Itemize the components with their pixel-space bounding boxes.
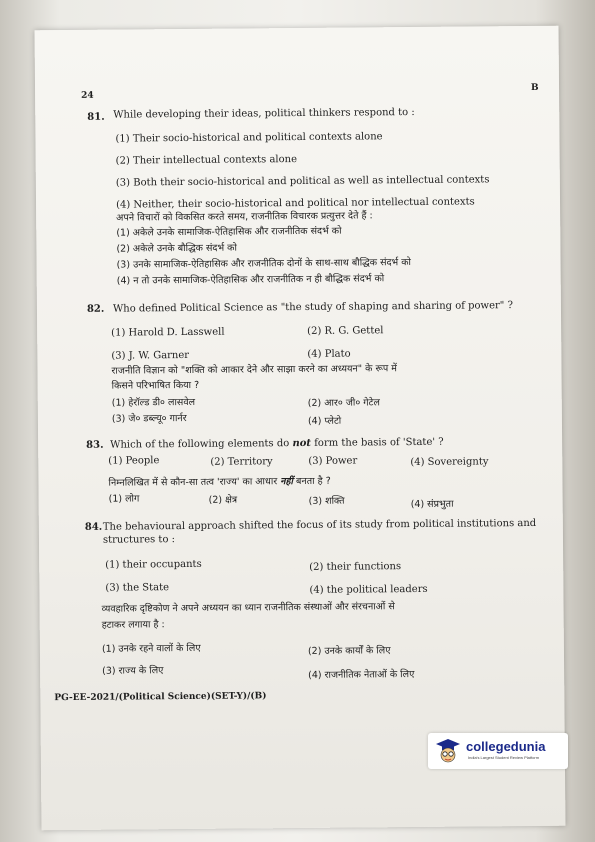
brand-name: collegedunia [466,739,546,754]
option-hi-4: (4) प्लेटो [307,415,342,427]
question-number: 82. [86,303,105,315]
option-hi-1: (1) उनके रहने वालों के लिए [101,642,201,655]
question-stem-hi-line1: राजनीति विज्ञान को "शक्ति को आकार देने और साझा करने का अध्ययन" के रूप में [111,363,397,377]
option-hi-4: (4) राजनीतिक नेताओं के लिए [308,669,415,681]
collegedunia-watermark [428,733,568,769]
brand-tagline: India's Largest Student Review Platform [468,755,540,760]
booklet-series: B [530,82,539,93]
option-hi-1: (1) लोग [108,493,140,505]
question-stem-hi-line2: किसने परिभाषित किया ? [111,379,200,392]
question-stem-en: Who defined Political Science as "the study of shaping and sharing of power" ? [112,300,513,315]
question-number: 83. [86,439,104,451]
option-hi-2: (2) आर० जी० गेटेल [307,397,380,409]
option-hi-1: (1) अकेले उनके सामाजिक-ऐतिहासिक और राजनीतिक संदर्भ को [116,225,342,239]
option-en-4: (4) Neither, their socio-historical and political nor intellectual contexts [115,196,475,211]
option-hi-2: (2) क्षेत्र [208,494,238,506]
question-number: 84. [84,521,103,533]
option-en-4: (4) Plato [307,348,351,360]
option-hi-1: (1) हेरॉल्ड डी० लासवेल [111,396,196,409]
question-stem-en-line2: structures to : [102,534,176,546]
option-hi-4: (4) न तो उनके सामाजिक-ऐतिहासिक और राजनीतिक न ही बौद्धिक संदर्भ को [116,273,385,287]
option-en-2: (2) R. G. Gettel [307,325,384,337]
emphasis-not: not [292,437,312,450]
option-hi-3: (3) जे० डब्ल्यू० गार्नर [111,412,187,425]
option-en-2: (2) Territory [210,456,273,468]
option-en-3: (3) Both their socio-historical and political as well as intellectual contexts [115,174,490,189]
option-en-3: (3) Power [308,455,358,467]
question-number: 81. [87,111,105,123]
option-en-4: (4) Sovereignty [410,456,489,469]
mascot-icon [434,737,462,765]
question-stem-en: While developing their ideas, political thinkers respond to : [113,106,415,121]
option-hi-3: (3) शक्ति [308,495,345,507]
option-en-1: (1) People [108,455,160,467]
question-stem-en: Which of the following elements do not form the basis of 'State' ? [110,436,444,451]
option-en-2: (2) Their intellectual contexts alone [115,154,298,167]
question-stem-hi: निम्नलिखित में से कौन-सा तत्व 'राज्य' का आधार नहीं बनता है ? [108,475,331,489]
option-en-4: (4) the political leaders [309,583,428,596]
option-en-3: (3) the State [105,582,170,594]
question-stem-hi-line1: व्यवहारिक दृष्टिकोण ने अपने अध्ययन का ध्यान राजनीतिक संस्थाओं और संरचनाओं से [101,601,395,615]
question-stem-en-line1: The behavioural approach shifted the focus of its study from political institutions and [102,517,537,533]
exam-page [35,26,566,831]
option-en-1: (1) their occupants [105,558,202,571]
emphasis-nahi: नहीं [280,476,294,488]
option-hi-2: (2) अकेले उनके बौद्धिक संदर्भ को [116,242,237,255]
page-number: 24 [81,90,94,101]
option-en-1: (1) Their socio-historical and political contexts alone [115,131,383,145]
option-en-2: (2) their functions [309,561,402,573]
option-hi-4: (4) संप्रभुता [410,498,454,511]
option-en-1: (1) Harold D. Lasswell [111,326,225,339]
question-stem-hi-line2: हटाकर लगाया है : [101,619,165,631]
option-hi-3: (3) उनके सामाजिक-ऐतिहासिक और राजनीतिक दोनों के साथ-साथ बौद्धिक संदर्भ को [116,257,412,271]
page-footer: PG-EE-2021/(Political Science)(SET-Y)/(B) [54,691,267,704]
option-hi-3: (3) राज्य के लिए [102,665,164,677]
option-en-3: (3) J. W. Garner [111,349,190,362]
option-hi-2: (2) उनके कार्यों के लिए [307,645,391,657]
question-stem-hi: अपने विचारों को विकसित करते समय, राजनीतिक विचारक प्रत्युत्तर देते हैं : [116,210,373,224]
